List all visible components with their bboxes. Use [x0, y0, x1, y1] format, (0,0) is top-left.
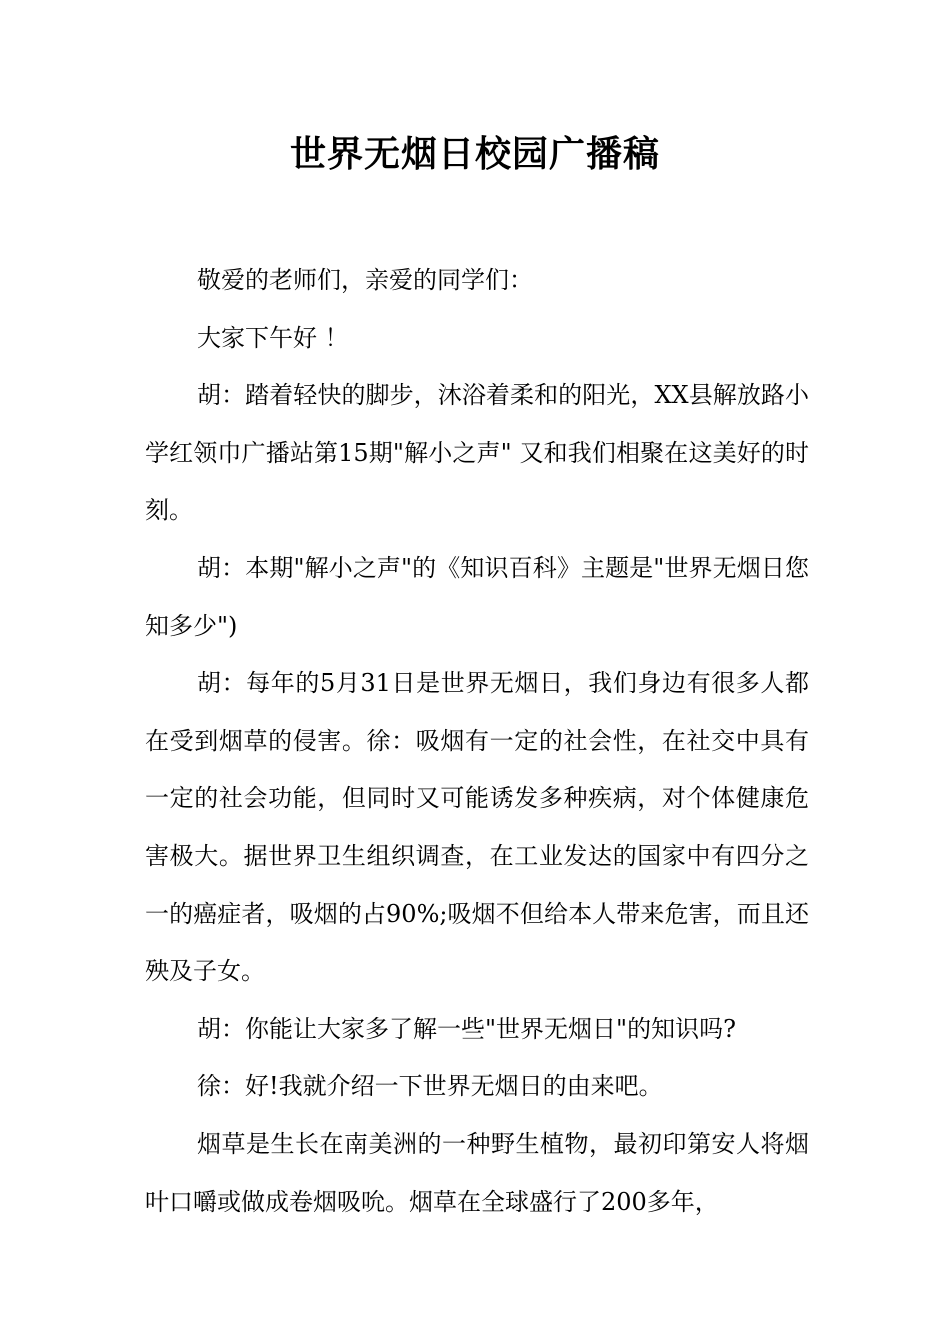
- paragraph-answer: 徐：好!我就介绍一下世界无烟日的由来吧。: [197, 1072, 663, 1101]
- paragraph-good-afternoon: 大家下午好 ！: [197, 323, 349, 352]
- paragraph-opening: 胡：踏着轻快的脚步，沐浴着柔和的阳光，XX县解放路小学红领巾广播站第15期"解小之声" 又和我们相聚在这美好的时刻。: [145, 381, 809, 525]
- paragraph-question: 胡：你能让大家多了解一些"世界无烟日"的知识吗?: [197, 1014, 736, 1043]
- paragraph-greeting: 敬爱的老师们，亲爱的同学们：: [197, 266, 533, 294]
- paragraph-topic: 胡：本期"解小之声"的《知识百科》主题是"世界无烟日您知多少"): [145, 553, 809, 640]
- paragraph-tobacco-origin: 烟草是生长在南美洲的一种野生植物，最初印第安人将烟叶口嚼或做成卷烟吸吮。烟草在全球盛行了200多年，: [145, 1129, 809, 1216]
- paragraph-smoking-harm: 胡：每年的5月31日是世界无烟日，我们身边有很多人都在受到烟草的侵害。徐：吸烟有一定的社会性，在社交中具有一定的社会功能，但同时又可能诱发多种疾病，对个体健康危害极大。据世界卫生组织调查，在工业发达的国家中有四分之一的癌症者，吸烟的占90%;吸烟不但给本人带来危害，而且还殃及子女。: [145, 669, 809, 986]
- document-title: 世界无烟日校园广播稿: [289, 133, 660, 175]
- document-body: [145, 252, 809, 1231]
